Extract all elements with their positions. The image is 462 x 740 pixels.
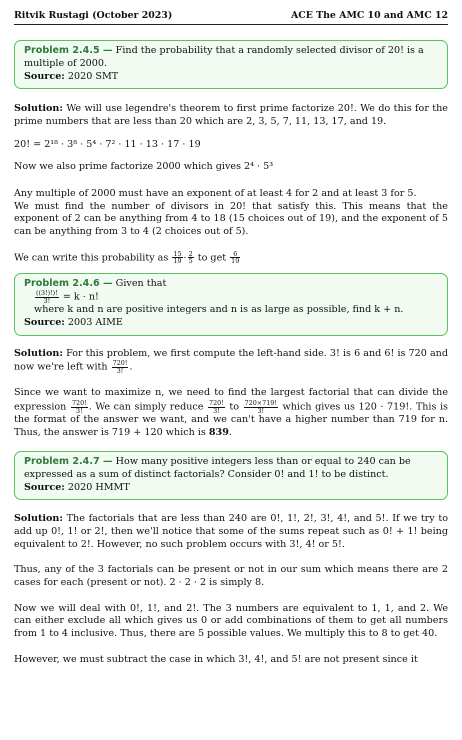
factorization-equation: 20! = 2¹⁸ · 3⁸ · 5⁴ · 7² · 11 · 13 · 17 · 19 xyxy=(14,138,201,150)
denominator: 5 xyxy=(188,257,193,266)
problem-condition: where k and n are positive integers and n is as large as possible, find k + n. xyxy=(34,304,404,316)
solution-text: Thus, any of the 3 factorials can be present or not in our sum which means there are 2 cases for each (present or not). 2 · 2 · 2 is simply 8. xyxy=(14,564,448,589)
numerator: 2 xyxy=(188,249,193,258)
solution-text: which gives us 120 · 719!. This is the format of the answer we want, and we can't have a higher number than 719 for n. Thus, the answer is 719 + 120 which is xyxy=(14,401,448,438)
fraction xyxy=(230,251,240,265)
solution-text: For this problem, we first compute the left-hand side. 3! is 6 and 6! is 720 and now we're left with xyxy=(14,347,448,373)
solution-text: We must find the number of divisors in 20! that satisfy this. This means that the exponent of 2 can be anything from 4 to 18 (15 choices out of 19), and the exponent of 5 can be anything from 3 to 4 (2 choices out of 5). xyxy=(14,200,448,237)
problem-source: 2003 AIME xyxy=(67,317,123,329)
denominator: 3! xyxy=(43,296,51,305)
problem-source: 2020 HMMT xyxy=(67,481,130,493)
solution-2-4-6: Solution: For this problem, we first compute the left-hand side. 3! is 6 and 6! is 720 and now we're left with $\frac{720!}{3!}$ . Since we want to maximize n, we need to find the largest factorial that can divide the expression $\frac{720!}{3!}$ . We can simply reduce $\frac{720!}{3!}$ to $\frac{720\times 719!}{3!}$ which gives us 120 · 719!. This is the format of the answer we want, and we can't have a higher number than 719 for n. Thus, the answer is 719 + 120 which is 839. xyxy=(14,347,448,438)
solution-2-4-7 xyxy=(14,513,448,666)
given-equation xyxy=(24,290,439,304)
fraction xyxy=(188,251,194,265)
fraction xyxy=(172,251,182,265)
denominator: 19 xyxy=(173,257,182,266)
solution-2-4-5: Solution: We will use legendre's theorem to first prime factorize 20!. We do this for the prime numbers that are less than 20 which are 2, 3, 5, 7, 11, 13, 17, and 19. 20! = 2¹⁸ · 3⁸ · 5⁴ · 7² · 11 · 13 · 17 · 19 Now we also prime factorize 2000 which gives 2⁴ · 5³ Any multiple of 2000 must have an exponent of at least 4 for 2 and at least 3 for 5. We must find the number of divisors in 20! that satisfy this. This means that the exponent of 2 can be anything from 4 to 18 (15 choices out of 19), and the exponent of 5 can be anything from 3 to 4 (2 choices out of 5). We can write this probability as $\frac{15}{19}$ · $\frac{2}{5}$ to get $\frac{6}{19}$ xyxy=(14,103,448,266)
equation-rhs: = k · n! xyxy=(62,291,99,303)
problem-statement: How many positive integers less than or equal to 240 can be expressed as a sum of distinct factorials? Consider 0! and 1! to be distinct. xyxy=(24,456,411,481)
solution-text: . We can simply reduce xyxy=(88,401,204,413)
numerator: 15 xyxy=(173,249,182,258)
problem-statement: Given that xyxy=(115,277,167,289)
problem-source: 2020 SMT xyxy=(67,70,119,82)
solution-text: Now we will deal with 0!, 1!, and 2!. The 3 numbers are equivalent to 1, 1, and 2. We can either exclude all which gives us 0 or add combinations of them to get all numbers from 1 to 4 inclusive. Thus, there are 5 possible values. We multiply this to 8 to get 40. xyxy=(14,602,448,640)
numerator: 720! xyxy=(71,399,87,408)
solution-text: We will use legendre's theorem to first prime factorize 20!. We do this for the prime numbers that are less than 20 which are 2, 3, 5, 7, 11, 13, 17, and 19. xyxy=(14,103,448,128)
fraction xyxy=(71,400,88,414)
problem-title: Problem 2.4.6 — xyxy=(24,277,113,289)
source-label: Source: xyxy=(24,317,65,329)
solution-text: Now we also prime factorize 2000 which gives 2⁴ · 5³ xyxy=(14,161,274,173)
fraction xyxy=(112,360,129,374)
final-answer: 839 xyxy=(208,426,229,438)
denominator: 3! xyxy=(213,406,220,415)
header-author: Ritvik Rustagi (October 2023) xyxy=(14,10,173,21)
solution-text: Any multiple of 2000 must have an exponent of at least 4 for 2 and at least 3 for 5. xyxy=(14,188,417,199)
page xyxy=(14,10,448,666)
numerator: 720×719! xyxy=(244,399,277,408)
denominator: 3! xyxy=(76,406,83,415)
denominator: 3! xyxy=(116,366,124,375)
problem-title: Problem 2.4.5 — xyxy=(24,45,113,57)
solution-label: Solution: xyxy=(14,103,63,115)
solution-label: Solution: xyxy=(14,513,63,525)
denominator: 3! xyxy=(257,406,265,415)
solution-text: Since we want to maximize n, we need to find the largest factorial that can divide the expression xyxy=(14,387,448,413)
problem-box-2-4-6 xyxy=(14,273,448,336)
source-label: Source: xyxy=(24,481,65,493)
solution-text: to xyxy=(229,401,240,413)
solution-text: The factorials that are less than 240 are 0!, 1!, 2!, 3!, 4!, and 5!. If we try to add up 0!, 1! or 2!, then we'll notice that some of the sums repeat such as 0! + 1! being equivalent to 2!. However, no such problem occurs with 3!, 4! or 5!. xyxy=(14,513,448,550)
fraction xyxy=(208,400,225,414)
source-label: Source: xyxy=(24,70,65,82)
solution-text: to get xyxy=(197,252,227,264)
running-header xyxy=(14,10,448,22)
fraction xyxy=(244,400,278,414)
problem-statement: Find the probability that a randomly selected divisor of 20! is a multiple of 2000. xyxy=(24,45,424,70)
numerator: 720! xyxy=(112,359,128,368)
header-rule xyxy=(14,24,448,25)
problem-box-2-4-5 xyxy=(14,40,448,89)
solution-text: However, we must subtract the case in which 3!, 4!, and 5! are not present since it xyxy=(14,653,418,665)
solution-label: Solution: xyxy=(14,347,63,359)
problem-box-2-4-7 xyxy=(14,451,448,500)
header-book-title: ACE The AMC 10 and AMC 12 xyxy=(291,10,448,21)
solution-text: We can write this probability as xyxy=(14,252,169,264)
fraction xyxy=(35,290,59,304)
numerator: 6 xyxy=(230,251,240,258)
numerator: 720! xyxy=(209,399,224,408)
denominator: 19 xyxy=(231,257,240,266)
problem-title: Problem 2.4.7 — xyxy=(24,456,113,468)
numerator: ((3!)!)! xyxy=(36,289,58,298)
